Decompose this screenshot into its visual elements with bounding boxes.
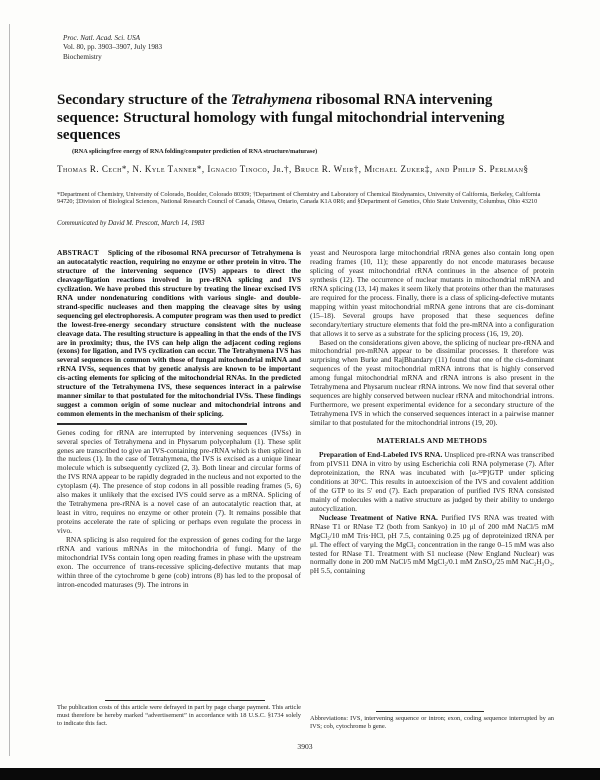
body-paragraph-3: yeast and Neurospora large mitochondrial rRNA genes also contain long open reading frames (10, 11); these apparently do not encode maturases because splicing of yeast mitochondrial rRNA continues in the absence of protein synthesis (12). The occurrence of nuclear mutants in mitochondrial mRNA and rRNA splicing (13, 14) makes it seem likely that proteins other than the maturases are required for the process. Finally, there is a class of splicing-defective mutants mapping within yeast mitochondrial mRNA gene introns that are cis-dominant (15–18). Several groups have proposed that these sequences define secondary/tertiary structure elements that fold the pre-mRNA into a configuration that allows it to serve as a substrate for the splicing process (16, 19, 20).	[310, 249, 554, 338]
authors-line: Thomas R. Cech*, N. Kyle Tanner*, Ignacio Tinoco, Jr.†, Bruce R. Weir†, Michael Zuker‡, and Philip S. Perlman§	[57, 164, 529, 174]
methods-lead-2: Nuclease Treatment of Native RNA.	[319, 512, 438, 522]
article-title	[57, 92, 537, 145]
communicated-line: Communicated by David M. Prescott, March 14, 1983	[57, 220, 205, 227]
publication-costs-footnote	[57, 700, 301, 727]
right-column	[310, 249, 554, 709]
scan-edge-artifact	[9, 24, 10, 756]
materials-methods-heading: MATERIALS AND METHODS	[376, 436, 488, 446]
methods-paragraph-2	[310, 514, 554, 577]
title-italic-genus: Tetrahymena	[230, 92, 312, 108]
methods-text-1: Unspliced pre-rRNA was transcribed from pIVS11 DNA in vitro by using Escherichia coli RNA polymerase (7). After deproteinization, the RNA was incubated with [α-³²P]GTP under splicing conditions at 30°C. This results in autoexcision of the IVS and covalent addition of the GTP to its 5′ end (7). Each preparation of purified IVS RNA consisted mainly of molecules with a native structure as judged by their ability to undergo autocyclization.	[310, 450, 554, 513]
journal-name: Proc. Natl. Acad. Sci. USA	[63, 34, 141, 42]
abstract	[57, 249, 301, 419]
abbreviations-footnote	[310, 711, 554, 731]
title-part2: ribosomal RNA intervening sequence: Structural homology with fungal mitochondrial intervening sequences	[57, 92, 505, 143]
footnote-text-right: Abbreviations: IVS, intervening sequence or intron; exon, coding sequence interrupted by an IVS; cob, cytochrome b gene.	[310, 715, 554, 730]
body-paragraph-4: Based on the considerations given above, the splicing of nuclear pre-rRNA and mitochondrial pre-mRNA appear to be dissimilar processes. It therefore was surprising when Burke and RajBhandary (11) found that one of the cis-dominant sequences of the yeast mitochondrial mRNA introns that is highly conserved among fungal mitochondrial mRNA and rRNA introns is also present in the Tetrahymena and Physarum nuclear rRNA introns. We now find that several other sequences are highly conserved between nuclear rRNA and mitochondrial introns. Furthermore, we present experimental evidence for a secondary structure of the Tetrahymena IVS in which the conserved sequences interact in a pairwise manner similar to that postulated for the mitochondrial introns (19, 20).	[310, 337, 554, 428]
footnote-text-left: The publication costs of this article were defrayed in part by page charge payment. This article must therefore be hereby marked “advertisement” in accordance with 18 U.S.C. §1734 solely to indicate this fact.	[57, 704, 301, 727]
body-paragraph-1: Genes coding for rRNA are interrupted by intervening sequences (IVSs) in several species of Tetrahymena and in Physarum polycephalum (1). These split genes are transcribed to give an IVS-containing pre-rRNA which is then spliced in the nucleus (1). In the case of Tetrahymena, the IVS is excised as a unique linear molecule which is subsequently cyclized (2, 3). Both linear and circular forms of the IVS RNA appear to be rapidly degraded in the nucleus and not exported to the cytoplasm (4). The presence of stop codons in all possible reading frames (5, 6) also makes it unlikely that the excised IVS could serve as a mRNA. Splicing of the Tetrahymena pre-rRNA is a novel case of an autocatalytic reaction that, at least in vitro, requires no enzyme or other protein (7). It remains possible that proteins accelerate the rate of splicing or perhaps even regulate the process in vivo.	[57, 427, 301, 536]
abstract-text: Splicing of the ribosomal RNA precursor of Tetrahymena is an autocatalytic reaction, requiring no enzyme or other protein in vitro. The structure of the intervening sequence (IVS) appears to direct the cleavage/ligation reactions involved in pre-rRNA splicing and IVS cyclization. We have probed this structure by treating the linear excised IVS RNA under nondenaturing conditions with various single- and double-strand-specific nucleases and then mapping the cleavage sites by using sequencing gel electrophoresis. A computer program was then used to predict the lowest-free-energy secondary structure consistent with the nuclease cleavage data. The resulting structure is appealing in that the ends of the IVS are in proximity; thus, the IVS can help align the adjacent coding regions (exons) for ligation, and IVS cyclization can occur. The Tetrahymena IVS has several sequences in common with those of fungal mitochondrial mRNA and rRNA IVSs, sequences that by genetic analysis are known to be important cis-acting elements for splicing of the mitochondrial RNAs. In the predicted structure of the Tetrahymena IVS, these sequences interact in a pairwise manner similar to that postulated for the mitochondrial IVSs. These findings suggest a common origin of some nuclear and mitochondrial introns and common elements in the mechanism of their splicing.	[57, 249, 301, 419]
abstract-label: ABSTRACT	[57, 249, 99, 257]
journal-header	[63, 34, 162, 62]
title-part1: Secondary structure of the	[57, 92, 231, 108]
page-number: 3903	[297, 742, 313, 751]
affiliations: *Department of Chemistry, University of Colorado, Boulder, Colorado 80309; †Department of Chemistry and Laboratory of Chemical Biodynamics, University of California, Berkeley, California 94720; ‡Division of Biological Sciences, National Research Council of Canada, Ottawa, Ontario, Canada K1A 0R6; and §Department of Genetics, Ohio State University, Columbus, Ohio 43210	[57, 191, 541, 206]
footnote-rule-right	[376, 711, 484, 712]
footnote-rule-left	[105, 700, 265, 701]
journal-volume-line: Vol. 80, pp. 3903–3907, July 1983	[63, 43, 163, 52]
methods-paragraph-1	[310, 451, 554, 514]
keywords-line: (RNA splicing/free energy of RNA folding/computer prediction of RNA structure/maturase)	[72, 148, 318, 155]
methods-lead-1: Preparation of End-Labeled IVS RNA.	[319, 450, 443, 460]
body-paragraph-2: RNA splicing is also required for the expression of genes coding for the large rRNA and various mRNAs in the mitochondria of fungi. Many of the mitochondrial IVSs contain long open reading frames in phase with the upstream exon. The occurrence of trans-recessive splicing-defective mutants that map within three of the cytochrome b gene (cob) introns (8) has led to the proposal of intron-encoded maturases (9). The introns in	[57, 535, 301, 589]
methods-text-2: Purified IVS RNA was treated with RNase T1 or RNase T2 (both from Sankyo) in 10 μl of 200 mM NaCl/5 mM MgCl₂/10 mM Tris·HCl, pH 7.5, containing 0.25 μg of deproteinized tRNA per μl. The effect of varying the MgCl₂ concentration in the range 0–15 mM was also tested for RNase T1. Treatment with S1 nuclease (New England Nuclear) was normally done in 200 mM NaCl/5 mM MgCl₂/0.1 mM ZnSO₄/25 mM NaC₂H₃O₂, pH 5.5, containing	[310, 512, 554, 576]
scan-bottom-bar	[0, 768, 600, 780]
abstract-divider-rule	[57, 423, 247, 425]
left-column	[57, 249, 301, 699]
journal-section: Biochemistry	[63, 52, 102, 61]
